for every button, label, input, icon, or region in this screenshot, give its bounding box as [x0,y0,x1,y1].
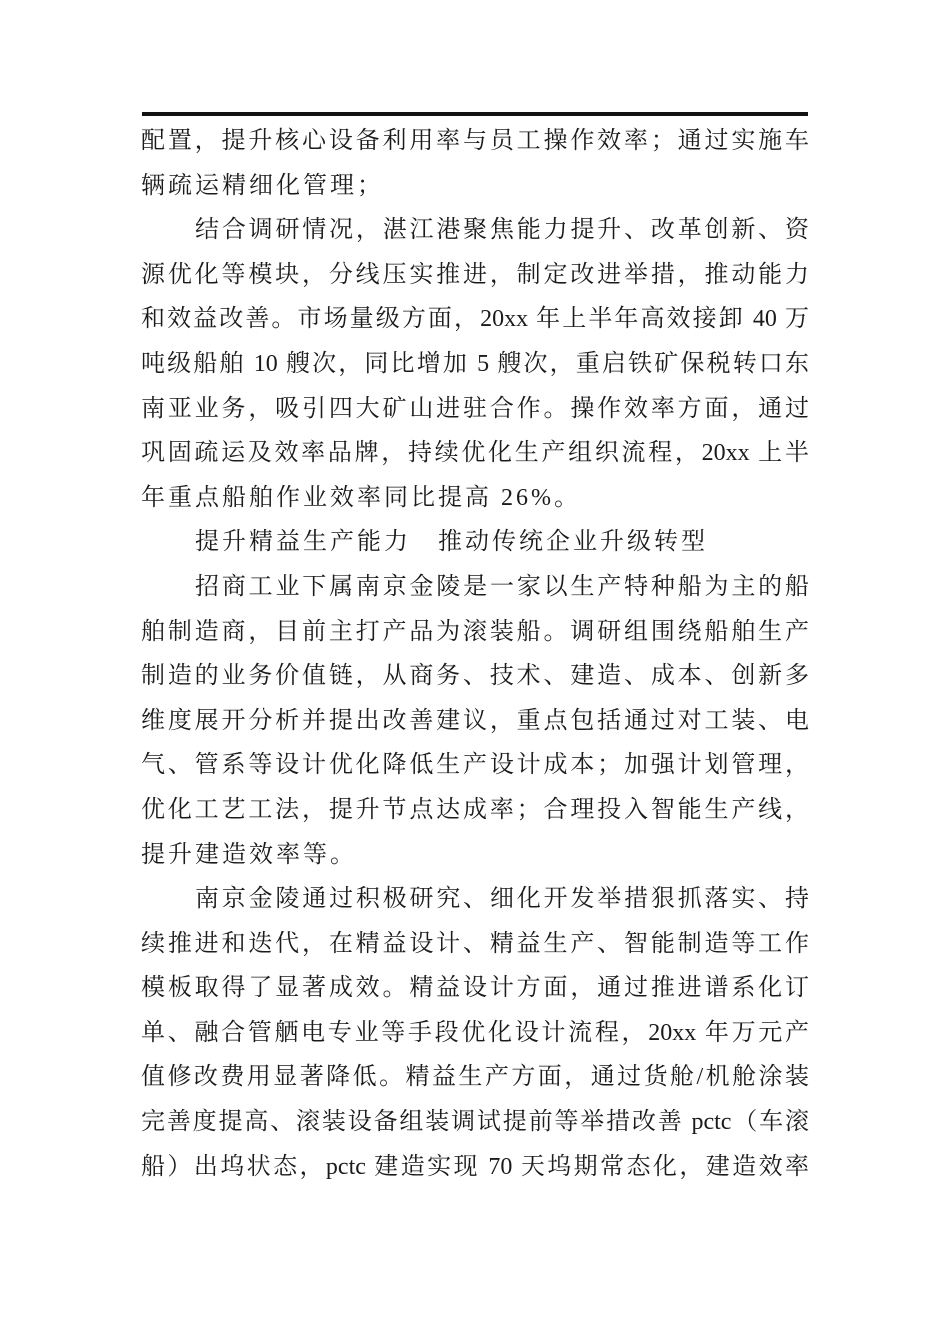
text-line: 完善度提高、滚装设备组装调试提前等举措改善 pctc（车滚 [141,1109,809,1136]
body-paragraph [141,119,809,208]
text-line: 年重点船舶作业效率同比提高 26%。 [141,484,581,511]
text-line: 优化工艺工法，提升节点达成率；合理投入智能生产线， [141,796,809,823]
text-line: 巩固疏运及效率品牌，持续优化生产组织流程，20xx 上半 [141,440,809,467]
subheading-paragraph [141,520,809,565]
document-body [141,119,809,1189]
text-line: 制造的业务价值链，从商务、技术、建造、成本、创新多 [141,663,809,690]
text-line: 船）出坞状态，pctc 建造实现 70 天坞期常态化，建造效率 [141,1153,809,1180]
body-paragraph [141,877,809,1189]
body-paragraph [141,565,809,877]
text-line: 模板取得了显著成效。精益设计方面，通过推进谱系化订 [141,975,809,1002]
text-line: 配置，提升核心设备利用率与员工操作效率；通过实施车 [141,128,809,154]
body-paragraph [141,208,809,520]
text-line: 提升建造效率等。 [141,841,357,868]
text-line: 南亚业务，吸引四大矿山进驻合作。操作效率方面，通过 [141,395,809,422]
text-line: 南京金陵通过积极研究、细化开发举措狠抓落实、持 [195,886,809,913]
text-line: 维度展开分析并提出改善建议，重点包括通过对工装、电 [141,707,809,734]
subheading-line: 提升精益生产能力 推动传统企业升级转型 [195,529,708,556]
text-line: 和效益改善。市场量级方面，20xx 年上半年高效接卸 40 万 [141,306,809,333]
text-line: 吨级船舶 10 艘次，同比增加 5 艘次，重启铁矿保税转口东 [141,350,809,377]
text-line: 舶制造商，目前主打产品为滚装船。调研组围绕船舶生产 [141,618,809,645]
text-line: 续推进和迭代，在精益设计、精益生产、智能制造等工作 [141,930,809,957]
text-line: 辆疏运精细化管理； [141,172,384,199]
text-line: 源优化等模块，分线压实推进，制定改进举措，推动能力 [141,261,809,288]
header-rule [142,112,808,116]
text-line: 单、融合管舾电专业等手段优化设计流程，20xx 年万元产 [141,1019,809,1046]
text-line: 值修改费用显著降低。精益生产方面，通过货舱/机舱涂装 [141,1064,809,1091]
text-line: 结合调研情况，湛江港聚焦能力提升、改革创新、资 [195,217,809,244]
text-line: 气、管系等设计优化降低生产设计成本；加强计划管理， [141,752,809,779]
text-line: 招商工业下属南京金陵是一家以生产特种船为主的船 [195,573,809,600]
